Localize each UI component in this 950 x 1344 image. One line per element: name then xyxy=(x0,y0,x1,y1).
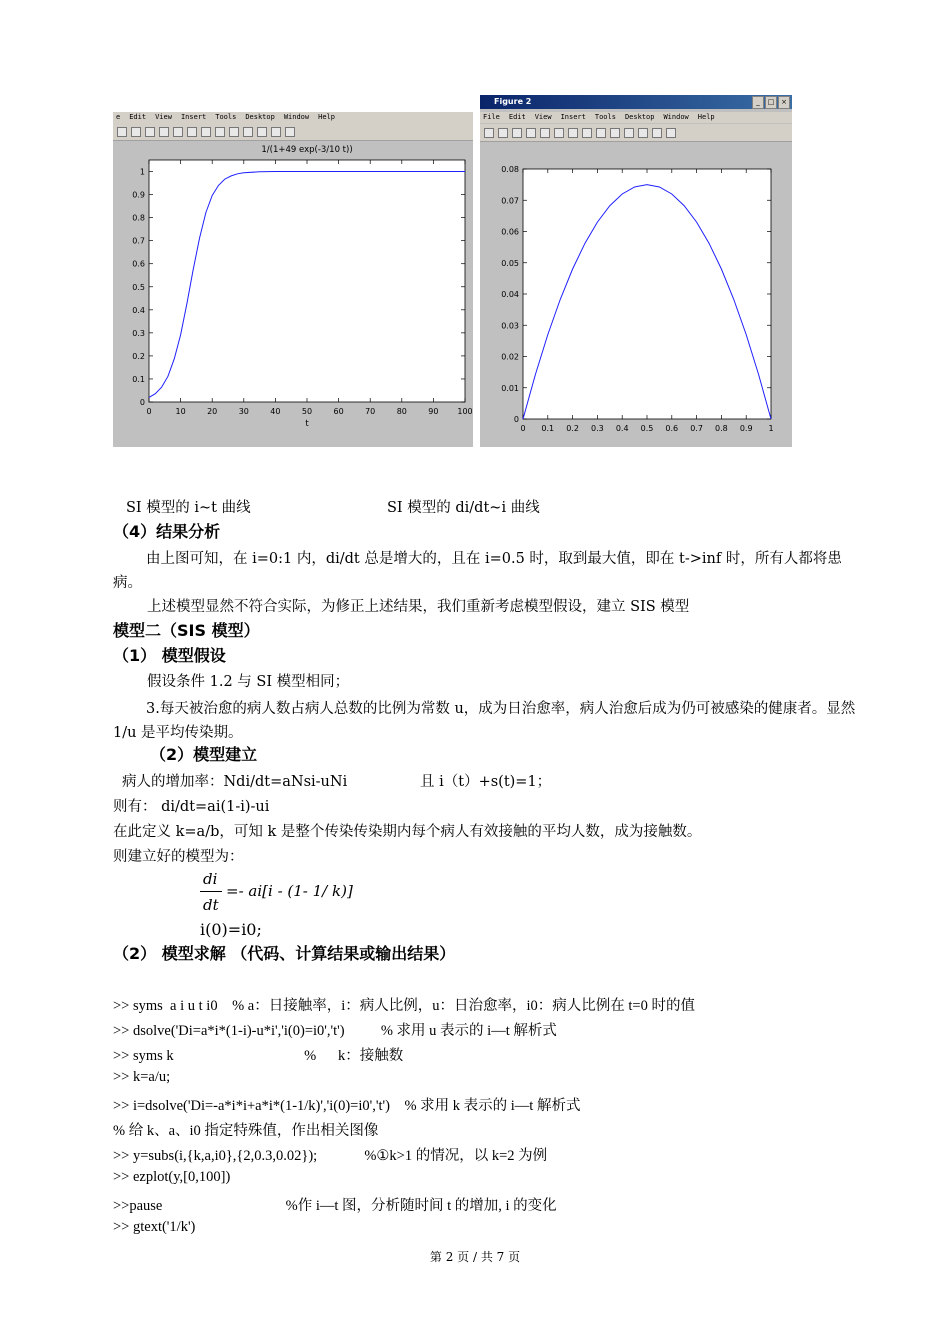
menu-window[interactable]: Window xyxy=(283,113,310,121)
pointer-icon[interactable] xyxy=(540,128,550,138)
menu-tools[interactable]: Tools xyxy=(594,113,616,121)
plot-tools-icon[interactable] xyxy=(285,127,295,137)
x-tick-label: 90 xyxy=(428,407,439,416)
x-tick-label: 10 xyxy=(175,407,186,416)
legend-icon[interactable] xyxy=(638,128,648,138)
x-tick-label: 70 xyxy=(365,407,376,416)
initial-condition: i(0)=i0; xyxy=(200,920,262,939)
y-tick-label: 0.06 xyxy=(501,227,519,237)
figure-window-2 xyxy=(480,95,792,447)
legend-icon[interactable] xyxy=(257,127,267,137)
code-line: >> dsolve('Di=a*i*(1-i)-u*i','i(0)=i0','t') % 求用 u 表示的 i—t 解析式 xyxy=(113,1023,557,1039)
y-tick-label: 0.7 xyxy=(132,236,145,246)
code-line: >> ezplot(y,[0,100]) xyxy=(113,1169,231,1185)
colorbar-icon[interactable] xyxy=(624,128,634,138)
plot-area xyxy=(149,160,465,402)
x-tick-label: 0 xyxy=(146,407,152,416)
save-icon[interactable] xyxy=(512,128,522,138)
open-icon[interactable] xyxy=(117,127,127,137)
y-tick-label: 0.02 xyxy=(501,352,519,362)
save-icon[interactable] xyxy=(131,127,141,137)
y-tick-label: 0.6 xyxy=(132,259,145,269)
menubar-1 xyxy=(113,112,473,123)
maximize-button[interactable]: □ xyxy=(765,96,777,109)
hide-tools-icon[interactable] xyxy=(652,128,662,138)
rotate-icon[interactable] xyxy=(596,128,606,138)
rotate-icon[interactable] xyxy=(215,127,225,137)
menu-insert[interactable]: Insert xyxy=(180,113,207,121)
x-tick-label: 0.3 xyxy=(591,424,604,433)
paragraph-1: 由上图可知，在 i=0:1 内，di/dt 总是增大的，且在 i=0.5 时，取到最大值，即在 t->inf 时，所有人都将患病。 xyxy=(113,551,842,591)
eq-denominator: dt xyxy=(203,896,219,914)
plot-area xyxy=(523,169,771,419)
y-tick-label: 0.4 xyxy=(132,305,145,315)
x-tick-label: 0.1 xyxy=(541,424,555,433)
colorbar-icon[interactable] xyxy=(243,127,253,137)
close-button[interactable]: × xyxy=(778,96,790,109)
paragraph-7: 在此定义 k=a/b，可知 k 是整个传染传染期内每个病人有效接触的平均人数，成为接触数。 xyxy=(113,824,702,840)
paragraph-5b: 且 i（t）+s(t)=1； xyxy=(420,774,552,790)
y-tick-label: 0.05 xyxy=(501,258,519,268)
zoom-out-icon[interactable] xyxy=(187,127,197,137)
toolbar-2 xyxy=(480,124,792,142)
x-tick-label: 20 xyxy=(207,407,218,416)
chart-2 xyxy=(480,143,792,447)
zoom-in-icon[interactable] xyxy=(173,127,183,137)
x-tick-label: 40 xyxy=(270,407,281,416)
code-line: >> syms k % k：接触数 xyxy=(113,1048,404,1064)
title-bar-2 xyxy=(480,95,792,109)
menubar-2 xyxy=(480,112,792,123)
open-icon[interactable] xyxy=(498,128,508,138)
pan-icon[interactable] xyxy=(582,128,592,138)
y-tick-label: 0.03 xyxy=(501,321,519,331)
code-line: >> gtext('1/k') xyxy=(113,1219,196,1235)
code-line: % 给 k、a、i0 指定特殊值，作出相关图像 xyxy=(113,1123,379,1139)
x-tick-label: 0.7 xyxy=(690,424,703,433)
x-tick-label: 50 xyxy=(301,407,313,416)
y-tick-label: 0.3 xyxy=(132,328,145,338)
plot-tools-icon[interactable] xyxy=(666,128,676,138)
x-tick-label: 60 xyxy=(333,407,344,416)
menu-help[interactable]: Help xyxy=(697,113,715,121)
hide-tools-icon[interactable] xyxy=(271,127,281,137)
menu-tools[interactable]: Tools xyxy=(215,113,237,121)
toolbar-1 xyxy=(113,123,473,141)
y-tick-label: 0.9 xyxy=(132,190,145,200)
x-tick-label: 0.8 xyxy=(715,424,728,433)
page-footer: 第 2 页 / 共 7 页 xyxy=(429,1250,521,1264)
code-line: >> i=dsolve('Di=-a*i*i+a*i*(1-1/k)','i(0)=i0','t') % 求用 k 表示的 i—t 解析式 xyxy=(113,1098,581,1114)
y-tick-label: 1 xyxy=(139,167,145,177)
x-tick-label: 100 xyxy=(457,407,473,416)
x-tick-label: 0 xyxy=(520,424,526,433)
paragraph-8: 则建立好的模型为： xyxy=(113,849,244,865)
x-tick-label: 80 xyxy=(396,407,407,416)
menu-edit[interactable]: Edit xyxy=(129,113,147,121)
menu-view[interactable]: View xyxy=(534,113,552,121)
x-tick-label: 0.6 xyxy=(665,424,679,433)
eq-numerator: di xyxy=(203,870,218,888)
heading-result: （4）结果分析 xyxy=(113,522,221,541)
menu-edit[interactable]: Edit xyxy=(508,113,526,121)
y-tick-label: 0 xyxy=(513,415,519,424)
menu-insert[interactable]: Insert xyxy=(560,113,586,121)
x-tick-label: 0.5 xyxy=(640,424,654,433)
heading-solve: （2） 模型求解 （代码、计算结果或输出结果） xyxy=(113,944,456,963)
heading-model2: 模型二（SIS 模型） xyxy=(113,621,260,640)
paragraph-3: 假设条件 1.2 与 SI 模型相同； xyxy=(147,674,350,690)
y-tick-label: 0.01 xyxy=(501,383,519,393)
x-tick-label: 0.2 xyxy=(566,424,579,433)
eq-rhs: =- ai[i - (1- 1/ k)] xyxy=(226,882,353,900)
code-line: >> syms a i u t i0 % a：日接触率，i：病人比例，u：日治愈率，i0：病人比例在 t=0 时的值 xyxy=(113,998,695,1014)
paragraph-6: 则有： di/dt=ai(1-i)-ui xyxy=(113,799,270,815)
y-tick-label: 0.8 xyxy=(132,213,145,223)
zoom-out-icon[interactable] xyxy=(568,128,578,138)
code-line: >> k=a/u; xyxy=(113,1069,171,1085)
y-tick-label: 0.07 xyxy=(501,196,519,206)
paragraph-5a: 病人的增加率：Ndi/dt=aNsi-uNi xyxy=(122,774,348,790)
paragraph-2: 上述模型显然不符合实际，为修正上述结果，我们重新考虑模型假设，建立 SIS 模型 xyxy=(147,599,690,615)
zoom-in-icon[interactable] xyxy=(554,128,564,138)
y-tick-label: 0.04 xyxy=(501,290,519,299)
window-title: Figure 2 xyxy=(494,97,532,106)
y-tick-label: 0.5 xyxy=(132,282,145,292)
x-tick-label: 0.4 xyxy=(615,424,629,433)
chart-title: 1/(1+49 exp(-3/10 t)) xyxy=(261,145,353,155)
minimize-button[interactable]: _ xyxy=(752,96,764,109)
x-tick-label: 1 xyxy=(768,424,774,433)
code-line: >> y=subs(i,{k,a,i0},{2,0.3,0.02}); %①k>1 的情况，以 k=2 为例 xyxy=(113,1148,548,1164)
code-line: >>pause %作 i—t 图，分析随时间 t 的增加, i 的变化 xyxy=(113,1198,557,1214)
caption-left: SI 模型的 i~t 曲线 xyxy=(126,500,251,516)
heading-build: （2）模型建立 xyxy=(150,745,258,764)
menu-help[interactable]: Help xyxy=(318,113,335,121)
print-icon[interactable] xyxy=(526,128,536,138)
chart-1 xyxy=(113,142,473,447)
y-tick-label: 0.2 xyxy=(132,351,145,361)
pan-icon[interactable] xyxy=(201,127,211,137)
datacursor-icon[interactable] xyxy=(229,127,239,137)
x-axis-label: t xyxy=(305,419,309,429)
y-tick-label: 0.1 xyxy=(132,374,145,384)
menu-e[interactable]: e xyxy=(116,113,121,121)
menu-desktop[interactable]: Desktop xyxy=(624,113,655,121)
paragraph-4: 3.每天被治愈的病人数占病人总数的比例为常数 u，成为日治愈率，病人治愈后成为仍可被感染的健康者。显然 1/u 是平均传染期。 xyxy=(113,701,856,741)
figure-window-1 xyxy=(113,112,473,447)
x-tick-label: 30 xyxy=(238,407,249,416)
menu-window[interactable]: Window xyxy=(663,113,689,121)
pointer-icon[interactable] xyxy=(159,127,169,137)
caption-right: SI 模型的 di/dt~i 曲线 xyxy=(387,500,540,516)
menu-file[interactable]: File xyxy=(483,113,500,121)
menu-desktop[interactable]: Desktop xyxy=(245,113,275,121)
heading-assume: （1） 模型假设 xyxy=(113,646,226,665)
print-icon[interactable] xyxy=(145,127,155,137)
x-tick-label: 0.9 xyxy=(739,424,753,433)
new-icon[interactable] xyxy=(484,128,494,138)
menu-view[interactable]: View xyxy=(155,113,172,121)
y-tick-label: 0.08 xyxy=(501,165,519,174)
datacursor-icon[interactable] xyxy=(610,128,620,138)
y-tick-label: 0 xyxy=(139,398,145,407)
